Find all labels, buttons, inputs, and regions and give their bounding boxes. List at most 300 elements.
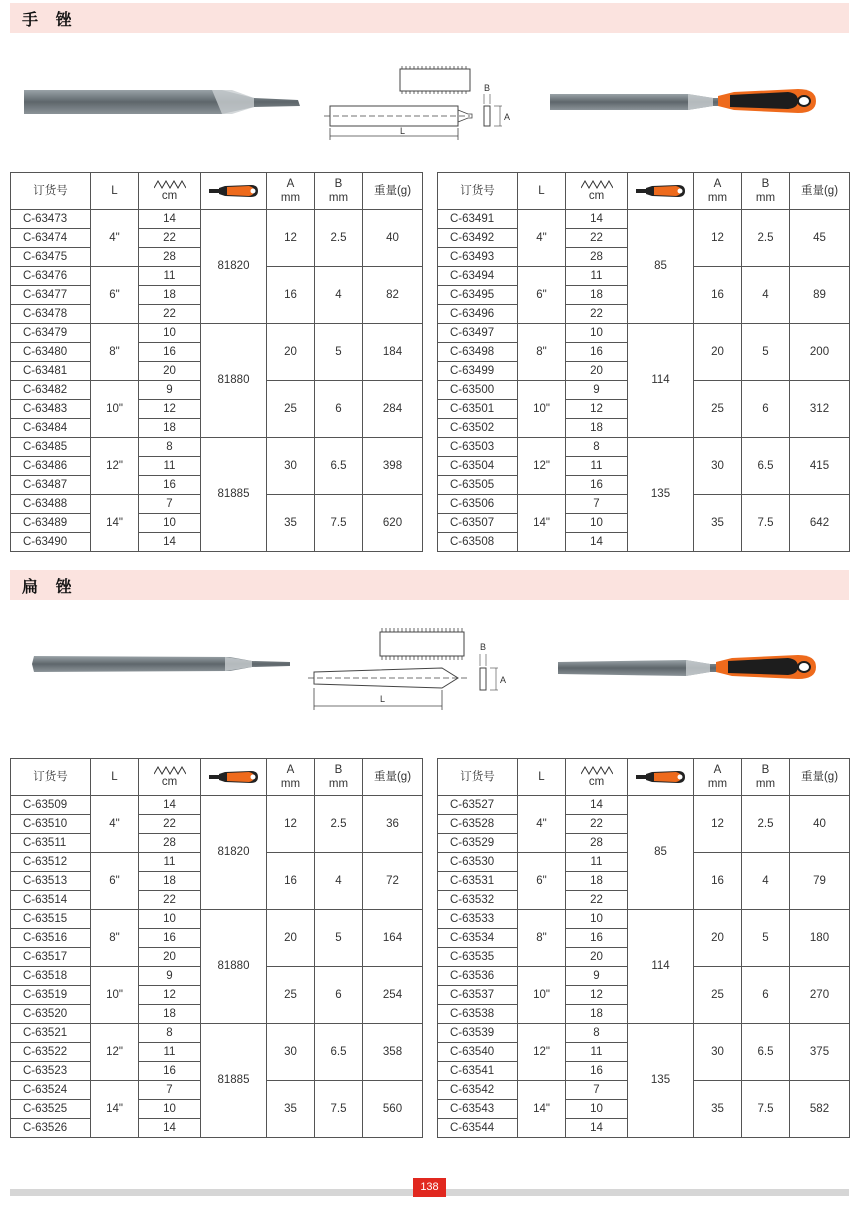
weight: 375 <box>790 1024 850 1081</box>
order-no: C-63507 <box>438 514 518 533</box>
teeth: 28 <box>139 248 201 267</box>
weight: 620 <box>363 495 423 552</box>
weight: 582 <box>790 1081 850 1138</box>
teeth: 14 <box>139 210 201 229</box>
teeth: 14 <box>566 1119 628 1138</box>
teeth-icon <box>581 766 613 775</box>
teeth: 18 <box>566 1005 628 1024</box>
teeth: 10 <box>139 514 201 533</box>
teeth-icon <box>154 180 186 189</box>
order-no: C-63486 <box>11 457 91 476</box>
b-value: 5 <box>315 910 363 967</box>
order-no: C-63526 <box>11 1119 91 1138</box>
header-handle <box>628 759 694 796</box>
teeth: 22 <box>566 229 628 248</box>
order-no: C-63484 <box>11 419 91 438</box>
teeth: 10 <box>566 910 628 929</box>
flat-file-dimension-diagram <box>308 626 520 716</box>
table-row <box>11 796 423 815</box>
teeth: 11 <box>139 1043 201 1062</box>
diagram-label-l: L <box>380 694 386 704</box>
order-no: C-63502 <box>438 419 518 438</box>
order-no: C-63479 <box>11 324 91 343</box>
handle: 81880 <box>201 324 267 438</box>
weight: 184 <box>363 324 423 381</box>
order-no: C-63491 <box>438 210 518 229</box>
length: 14" <box>91 1081 139 1138</box>
teeth: 12 <box>566 400 628 419</box>
order-no: C-63474 <box>11 229 91 248</box>
order-no: C-63512 <box>11 853 91 872</box>
header-length: L <box>518 173 566 210</box>
table-row <box>438 438 850 457</box>
teeth-icon <box>581 180 613 189</box>
order-no: C-63525 <box>11 1100 91 1119</box>
a-value: 35 <box>267 495 315 552</box>
flat-file-with-handle-photo <box>556 652 820 682</box>
table-header-row <box>11 759 423 796</box>
b-value: 4 <box>742 853 790 910</box>
teeth: 18 <box>566 872 628 891</box>
weight: 312 <box>790 381 850 438</box>
order-no: C-63494 <box>438 267 518 286</box>
teeth-icon <box>154 766 186 775</box>
header-a <box>694 173 742 210</box>
table-header-row <box>11 173 423 210</box>
b-value: 4 <box>742 267 790 324</box>
header-teeth <box>139 759 201 796</box>
diagram-label-l: L <box>400 126 406 136</box>
file-handle-icon <box>636 770 686 784</box>
weight: 89 <box>790 267 850 324</box>
order-no: C-63519 <box>11 986 91 1005</box>
table-row <box>438 910 850 929</box>
teeth: 16 <box>139 929 201 948</box>
a-value: 12 <box>694 210 742 267</box>
diagram-label-a: A <box>504 112 511 122</box>
length: 10" <box>91 967 139 1024</box>
weight: 40 <box>790 796 850 853</box>
b-value: 2.5 <box>742 210 790 267</box>
flat-file-table-right <box>437 758 850 1138</box>
b-value: 2.5 <box>315 210 363 267</box>
teeth: 22 <box>566 891 628 910</box>
a-value: 20 <box>694 910 742 967</box>
diagram-label-b: B <box>480 642 487 652</box>
handle: 81885 <box>201 438 267 552</box>
a-value: 16 <box>267 267 315 324</box>
teeth: 11 <box>566 853 628 872</box>
order-no: C-63475 <box>11 248 91 267</box>
order-no: C-63505 <box>438 476 518 495</box>
order-no: C-63537 <box>438 986 518 1005</box>
b-value: 7.5 <box>742 1081 790 1138</box>
teeth: 9 <box>566 381 628 400</box>
file-handle-icon <box>209 184 259 198</box>
order-no: C-63473 <box>11 210 91 229</box>
a-value: 30 <box>694 1024 742 1081</box>
header-a-unit: mm <box>280 778 301 790</box>
length: 14" <box>91 495 139 552</box>
length: 6" <box>518 853 566 910</box>
a-value: 35 <box>267 1081 315 1138</box>
teeth: 16 <box>566 343 628 362</box>
flat-file-table-left <box>10 758 423 1138</box>
table-row <box>11 438 423 457</box>
order-no: C-63510 <box>11 815 91 834</box>
header-handle <box>201 759 267 796</box>
order-no: C-63495 <box>438 286 518 305</box>
a-value: 12 <box>267 210 315 267</box>
teeth: 14 <box>566 796 628 815</box>
header-b-label: B <box>761 178 770 190</box>
teeth: 20 <box>139 362 201 381</box>
weight: 82 <box>363 267 423 324</box>
teeth: 10 <box>139 910 201 929</box>
teeth: 11 <box>566 1043 628 1062</box>
order-no: C-63521 <box>11 1024 91 1043</box>
teeth: 18 <box>566 419 628 438</box>
order-no: C-63499 <box>438 362 518 381</box>
length: 4" <box>91 796 139 853</box>
order-no: C-63536 <box>438 967 518 986</box>
length: 8" <box>91 324 139 381</box>
order-no: C-63522 <box>11 1043 91 1062</box>
header-weight: 重量(g) <box>790 173 850 210</box>
section-title: 手 锉 <box>22 10 78 29</box>
b-value: 7.5 <box>315 495 363 552</box>
order-no: C-63544 <box>438 1119 518 1138</box>
length: 10" <box>91 381 139 438</box>
teeth: 22 <box>139 815 201 834</box>
b-value: 6.5 <box>315 1024 363 1081</box>
hand-file-table-left <box>10 172 423 552</box>
teeth: 16 <box>566 476 628 495</box>
teeth: 16 <box>566 1062 628 1081</box>
teeth: 22 <box>139 305 201 324</box>
weight: 284 <box>363 381 423 438</box>
header-length: L <box>91 173 139 210</box>
order-no: C-63509 <box>11 796 91 815</box>
b-value: 4 <box>315 853 363 910</box>
length: 12" <box>518 1024 566 1081</box>
b-value: 6.5 <box>742 438 790 495</box>
order-no: C-63485 <box>11 438 91 457</box>
order-no: C-63480 <box>11 343 91 362</box>
length: 8" <box>518 324 566 381</box>
teeth: 20 <box>139 948 201 967</box>
order-no: C-63539 <box>438 1024 518 1043</box>
header-b-unit: mm <box>328 192 349 204</box>
section-header-hand-file <box>10 3 849 33</box>
teeth: 14 <box>566 533 628 552</box>
order-no: C-63529 <box>438 834 518 853</box>
teeth: 11 <box>566 457 628 476</box>
teeth: 22 <box>566 305 628 324</box>
weight: 180 <box>790 910 850 967</box>
handle: 81885 <box>201 1024 267 1138</box>
handle: 81820 <box>201 210 267 324</box>
teeth: 18 <box>566 286 628 305</box>
order-no: C-63535 <box>438 948 518 967</box>
header-teeth-unit: cm <box>161 775 178 788</box>
header-a-unit: mm <box>707 778 728 790</box>
a-value: 12 <box>267 796 315 853</box>
length: 12" <box>518 438 566 495</box>
teeth: 10 <box>139 324 201 343</box>
teeth: 9 <box>139 381 201 400</box>
b-value: 6 <box>315 967 363 1024</box>
weight: 270 <box>790 967 850 1024</box>
header-b <box>315 759 363 796</box>
handle: 85 <box>628 796 694 910</box>
order-no: C-63490 <box>11 533 91 552</box>
header-length: L <box>91 759 139 796</box>
teeth: 11 <box>566 267 628 286</box>
handle: 114 <box>628 910 694 1024</box>
teeth: 18 <box>139 286 201 305</box>
teeth: 11 <box>139 457 201 476</box>
a-value: 25 <box>694 381 742 438</box>
teeth: 8 <box>139 1024 201 1043</box>
header-teeth <box>139 173 201 210</box>
teeth: 7 <box>566 1081 628 1100</box>
teeth: 20 <box>566 362 628 381</box>
order-no: C-63497 <box>438 324 518 343</box>
length: 14" <box>518 495 566 552</box>
header-b <box>315 173 363 210</box>
header-weight: 重量(g) <box>363 173 423 210</box>
order-no: C-63488 <box>11 495 91 514</box>
length: 4" <box>518 210 566 267</box>
teeth: 16 <box>139 1062 201 1081</box>
order-no: C-63500 <box>438 381 518 400</box>
weight: 254 <box>363 967 423 1024</box>
teeth: 10 <box>139 1100 201 1119</box>
header-b-unit: mm <box>755 778 776 790</box>
hand-file-with-handle-photo <box>548 86 820 116</box>
table-row <box>11 910 423 929</box>
table-row <box>11 210 423 229</box>
header-a-label: A <box>286 764 295 776</box>
teeth: 11 <box>139 267 201 286</box>
order-no: C-63516 <box>11 929 91 948</box>
header-a-label: A <box>713 764 722 776</box>
b-value: 7.5 <box>742 495 790 552</box>
header-b-label: B <box>761 764 770 776</box>
teeth: 14 <box>139 796 201 815</box>
header-a-label: A <box>286 178 295 190</box>
order-no: C-63504 <box>438 457 518 476</box>
weight: 415 <box>790 438 850 495</box>
table-row <box>438 324 850 343</box>
order-no: C-63492 <box>438 229 518 248</box>
teeth: 8 <box>139 438 201 457</box>
header-a-label: A <box>713 178 722 190</box>
table-header-row <box>438 173 850 210</box>
weight: 40 <box>363 210 423 267</box>
a-value: 16 <box>694 267 742 324</box>
teeth: 7 <box>139 1081 201 1100</box>
order-no: C-63540 <box>438 1043 518 1062</box>
order-no: C-63487 <box>11 476 91 495</box>
weight: 164 <box>363 910 423 967</box>
header-a-unit: mm <box>707 192 728 204</box>
teeth: 9 <box>139 967 201 986</box>
teeth: 8 <box>566 1024 628 1043</box>
header-order-no: 订货号 <box>438 173 518 210</box>
handle: 114 <box>628 324 694 438</box>
order-no: C-63476 <box>11 267 91 286</box>
teeth: 10 <box>566 324 628 343</box>
order-no: C-63496 <box>438 305 518 324</box>
a-value: 16 <box>694 853 742 910</box>
header-length: L <box>518 759 566 796</box>
order-no: C-63503 <box>438 438 518 457</box>
order-no: C-63478 <box>11 305 91 324</box>
teeth: 16 <box>139 476 201 495</box>
header-order-no: 订货号 <box>438 759 518 796</box>
hand-file-table-right <box>437 172 850 552</box>
a-value: 30 <box>267 1024 315 1081</box>
b-value: 6.5 <box>315 438 363 495</box>
header-order-no: 订货号 <box>11 173 91 210</box>
length: 4" <box>518 796 566 853</box>
length: 8" <box>91 910 139 967</box>
length: 10" <box>518 381 566 438</box>
teeth: 8 <box>566 438 628 457</box>
a-value: 20 <box>267 324 315 381</box>
order-no: C-63508 <box>438 533 518 552</box>
order-no: C-63483 <box>11 400 91 419</box>
teeth: 22 <box>139 891 201 910</box>
header-b <box>742 759 790 796</box>
teeth: 16 <box>566 929 628 948</box>
header-a <box>267 173 315 210</box>
teeth: 28 <box>139 834 201 853</box>
teeth: 28 <box>566 248 628 267</box>
b-value: 6 <box>742 381 790 438</box>
order-no: C-63520 <box>11 1005 91 1024</box>
a-value: 30 <box>694 438 742 495</box>
order-no: C-63532 <box>438 891 518 910</box>
handle: 135 <box>628 438 694 552</box>
teeth: 22 <box>566 815 628 834</box>
length: 6" <box>91 853 139 910</box>
table-row <box>438 210 850 229</box>
teeth: 18 <box>139 872 201 891</box>
header-weight: 重量(g) <box>790 759 850 796</box>
handle: 81820 <box>201 796 267 910</box>
header-teeth-unit: cm <box>588 775 605 788</box>
b-value: 7.5 <box>315 1081 363 1138</box>
a-value: 25 <box>267 381 315 438</box>
a-value: 20 <box>694 324 742 381</box>
section-header-flat-file <box>10 570 849 600</box>
hand-file-dimension-diagram <box>320 66 520 144</box>
teeth: 12 <box>566 986 628 1005</box>
order-no: C-63514 <box>11 891 91 910</box>
b-value: 5 <box>315 324 363 381</box>
order-no: C-63477 <box>11 286 91 305</box>
b-value: 6 <box>742 967 790 1024</box>
table-header-row <box>438 759 850 796</box>
order-no: C-63527 <box>438 796 518 815</box>
a-value: 12 <box>694 796 742 853</box>
teeth: 11 <box>139 853 201 872</box>
b-value: 6.5 <box>742 1024 790 1081</box>
weight: 358 <box>363 1024 423 1081</box>
order-no: C-63541 <box>438 1062 518 1081</box>
order-no: C-63501 <box>438 400 518 419</box>
b-value: 2.5 <box>742 796 790 853</box>
order-no: C-63506 <box>438 495 518 514</box>
handle: 81880 <box>201 910 267 1024</box>
header-b <box>742 173 790 210</box>
length: 6" <box>91 267 139 324</box>
header-teeth <box>566 173 628 210</box>
teeth: 7 <box>139 495 201 514</box>
weight: 36 <box>363 796 423 853</box>
order-no: C-63498 <box>438 343 518 362</box>
order-no: C-63530 <box>438 853 518 872</box>
teeth: 14 <box>139 533 201 552</box>
order-no: C-63534 <box>438 929 518 948</box>
teeth: 16 <box>139 343 201 362</box>
header-handle <box>628 173 694 210</box>
file-handle-icon <box>636 184 686 198</box>
handle: 135 <box>628 1024 694 1138</box>
order-no: C-63513 <box>11 872 91 891</box>
teeth: 12 <box>139 986 201 1005</box>
order-no: C-63542 <box>438 1081 518 1100</box>
b-value: 5 <box>742 324 790 381</box>
a-value: 30 <box>267 438 315 495</box>
length: 8" <box>518 910 566 967</box>
header-teeth-unit: cm <box>588 189 605 202</box>
teeth: 28 <box>566 834 628 853</box>
a-value: 25 <box>694 967 742 1024</box>
table-row <box>438 796 850 815</box>
header-b-label: B <box>334 764 343 776</box>
b-value: 6 <box>315 381 363 438</box>
b-value: 4 <box>315 267 363 324</box>
order-no: C-63511 <box>11 834 91 853</box>
weight: 398 <box>363 438 423 495</box>
a-value: 20 <box>267 910 315 967</box>
teeth: 18 <box>139 419 201 438</box>
teeth: 14 <box>566 210 628 229</box>
a-value: 25 <box>267 967 315 1024</box>
hand-file-photo <box>22 86 302 118</box>
table-row <box>11 324 423 343</box>
header-a <box>694 759 742 796</box>
header-b-unit: mm <box>755 192 776 204</box>
a-value: 35 <box>694 1081 742 1138</box>
order-no: C-63482 <box>11 381 91 400</box>
weight: 45 <box>790 210 850 267</box>
section-title: 扁 锉 <box>22 577 78 596</box>
teeth: 12 <box>139 400 201 419</box>
order-no: C-63528 <box>438 815 518 834</box>
length: 12" <box>91 1024 139 1081</box>
header-a-unit: mm <box>280 192 301 204</box>
header-handle <box>201 173 267 210</box>
header-b-unit: mm <box>328 778 349 790</box>
diagram-label-a: A <box>500 675 507 685</box>
weight: 560 <box>363 1081 423 1138</box>
weight: 200 <box>790 324 850 381</box>
